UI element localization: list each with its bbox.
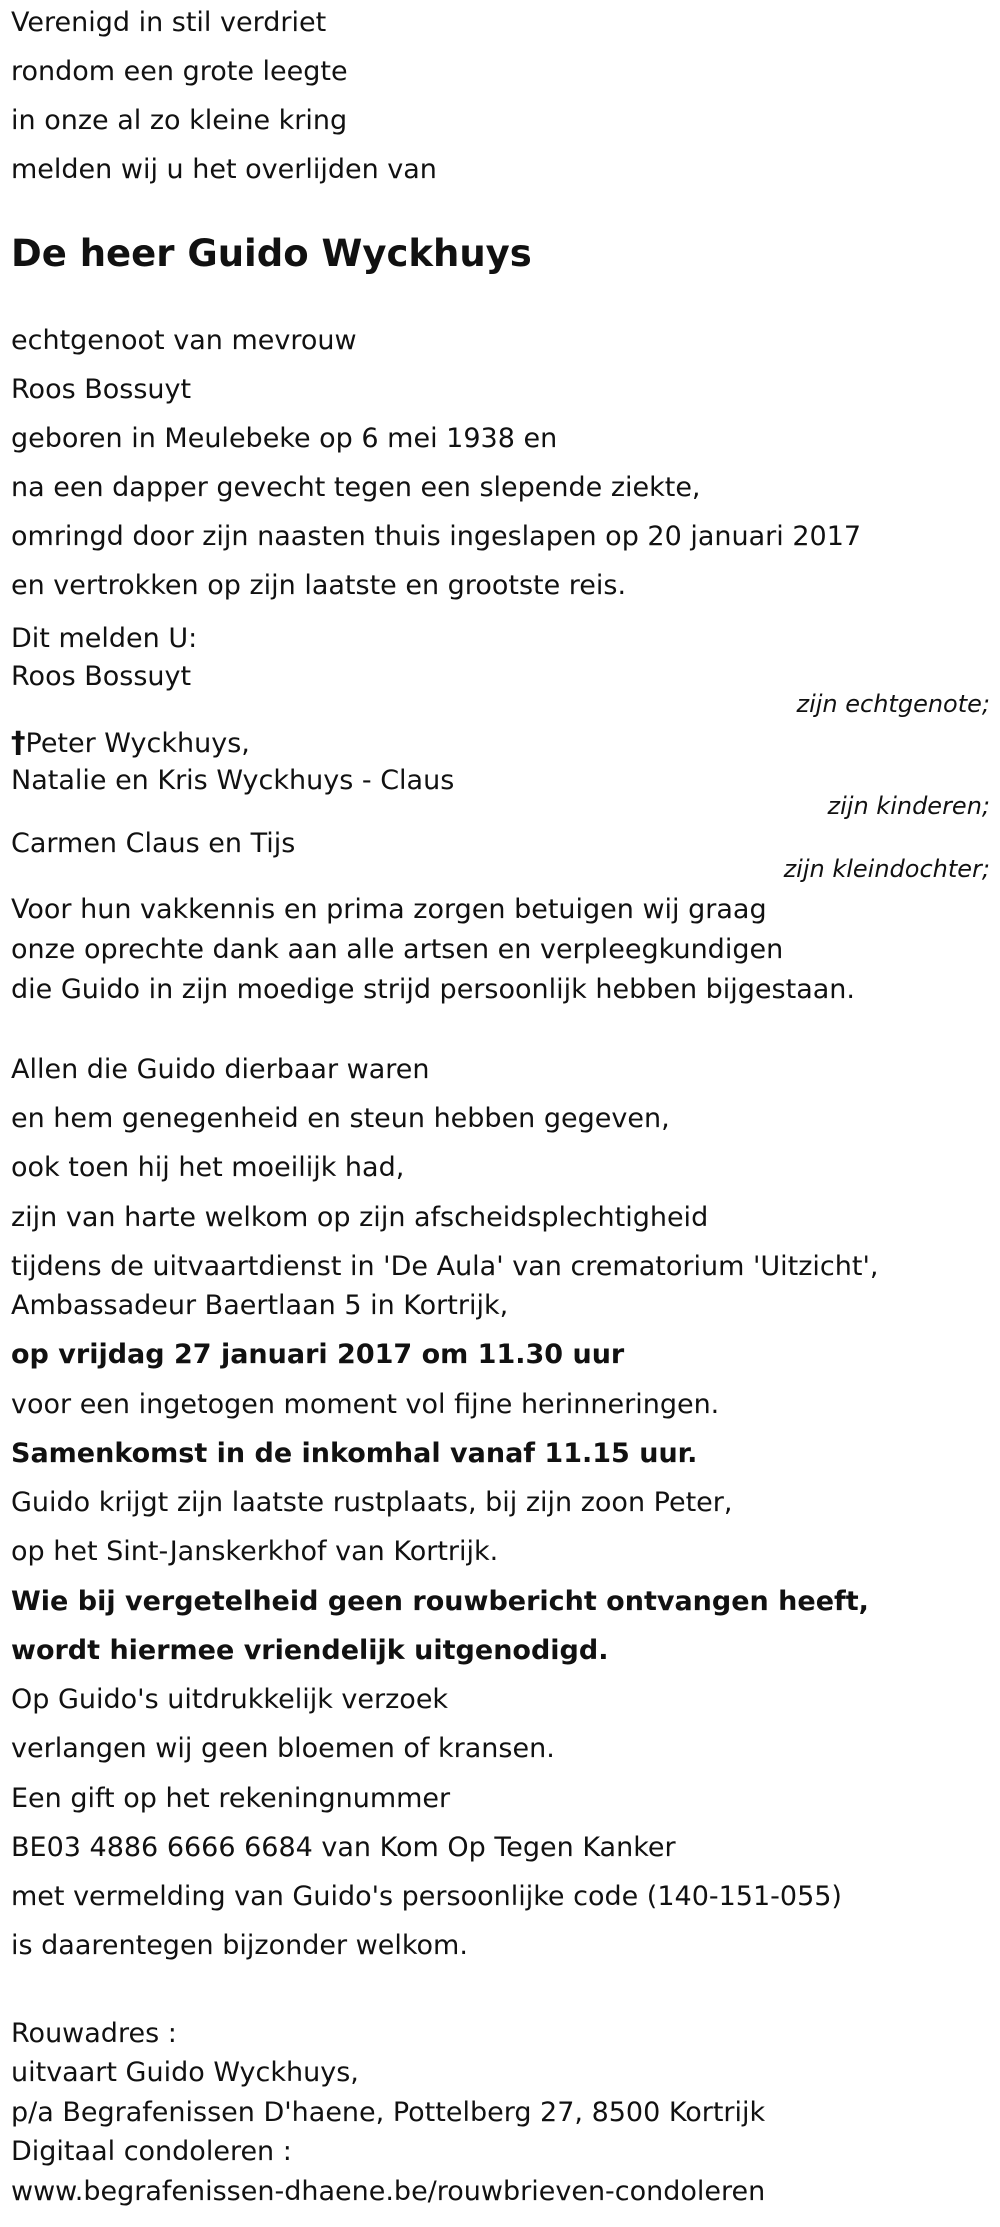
- funeral-date-time: op vrijdag 27 januari 2017 om 11.30 uur: [11, 1339, 625, 1370]
- intro-line: rondom een grote leegte: [11, 56, 348, 87]
- thanks-line: onze oprechte dank aan alle artsen en verpleegkundigen: [11, 934, 784, 965]
- bio-line: geboren in Meulebeke op 6 mei 1938 en: [11, 423, 558, 454]
- funeral-line: voor een ingetogen moment vol fijne herinneringen.: [11, 1389, 720, 1420]
- funeral-line: Op Guido's uitdrukkelijk verzoek: [11, 1684, 449, 1715]
- condolence-heading: Digitaal condoleren :: [11, 2136, 292, 2167]
- bio-line: na een dapper gevecht tegen een slepende ziekte,: [11, 472, 701, 503]
- spouse-name: Roos Bossuyt: [11, 661, 192, 692]
- gathering-notice: Samenkomst in de inkomhal vanaf 11.15 uur.: [11, 1438, 698, 1469]
- funeral-line: is daarentegen bijzonder welkom.: [11, 1930, 468, 1961]
- funeral-line: BE03 4886 6666 6684 van Kom Op Tegen Kanker: [11, 1832, 676, 1863]
- address-line: uitvaart Guido Wyckhuys,: [11, 2057, 359, 2088]
- spouse-role: zijn echtgenote;: [796, 690, 990, 718]
- funeral-line: met vermelding van Guido's persoonlijke code (140-151-055): [11, 1881, 842, 1912]
- cross-icon: †: [11, 725, 26, 759]
- funeral-line: Allen die Guido dierbaar waren: [11, 1054, 430, 1085]
- thanks-line: Voor hun vakkennis en prima zorgen betuigen wij graag: [11, 894, 767, 925]
- thanks-line: die Guido in zijn moedige strijd persoonlijk hebben bijgestaan.: [11, 974, 855, 1005]
- children-role: zijn kinderen;: [827, 792, 990, 820]
- condolence-url: www.begrafenissen-dhaene.be/rouwbrieven-condoleren: [11, 2176, 766, 2207]
- child-deceased-name: Peter Wyckhuys,: [25, 728, 250, 759]
- funeral-line: op het Sint-Janskerkhof van Kortrijk.: [11, 1536, 499, 1567]
- intro-line: melden wij u het overlijden van: [11, 154, 437, 185]
- funeral-line: verlangen wij geen bloemen of kransen.: [11, 1733, 555, 1764]
- invite-line: Wie bij vergetelheid geen rouwbericht ontvangen heeft,: [11, 1586, 869, 1617]
- child-deceased-line: [11, 727, 250, 759]
- address-heading: Rouwadres :: [11, 2018, 177, 2049]
- grandchild-role: zijn kleindochter;: [783, 855, 990, 883]
- grandchild-name: Carmen Claus en Tijs: [11, 828, 296, 859]
- intro-line: Verenigd in stil verdriet: [11, 7, 327, 38]
- funeral-line: Een gift op het rekeningnummer: [11, 1783, 451, 1814]
- address-line: p/a Begrafenissen D'haene, Pottelberg 27, 8500 Kortrijk: [11, 2097, 766, 2128]
- children-line: Natalie en Kris Wyckhuys - Claus: [11, 765, 455, 796]
- funeral-line: Guido krijgt zijn laatste rustplaats, bij zijn zoon Peter,: [11, 1487, 733, 1518]
- funeral-line: tijdens de uitvaartdienst in 'De Aula' van crematorium 'Uitzicht',: [11, 1251, 879, 1282]
- funeral-line: zijn van harte welkom op zijn afscheidsplechtigheid: [11, 1202, 709, 1233]
- funeral-line: Ambassadeur Baertlaan 5 in Kortrijk,: [11, 1290, 509, 1321]
- announcers-heading: Dit melden U:: [11, 623, 198, 654]
- bio-line: omringd door zijn naasten thuis ingeslapen op 20 januari 2017: [11, 521, 862, 552]
- deceased-name: De heer Guido Wyckhuys: [11, 232, 532, 275]
- bio-line: echtgenoot van mevrouw: [11, 325, 357, 356]
- invite-line: wordt hiermee vriendelijk uitgenodigd.: [11, 1635, 609, 1666]
- bio-line: en vertrokken op zijn laatste en grootste reis.: [11, 570, 627, 601]
- intro-line: in onze al zo kleine kring: [11, 105, 348, 136]
- funeral-line: ook toen hij het moeilijk had,: [11, 1152, 405, 1183]
- bio-line: Roos Bossuyt: [11, 374, 192, 405]
- funeral-line: en hem genegenheid en steun hebben gegeven,: [11, 1103, 670, 1134]
